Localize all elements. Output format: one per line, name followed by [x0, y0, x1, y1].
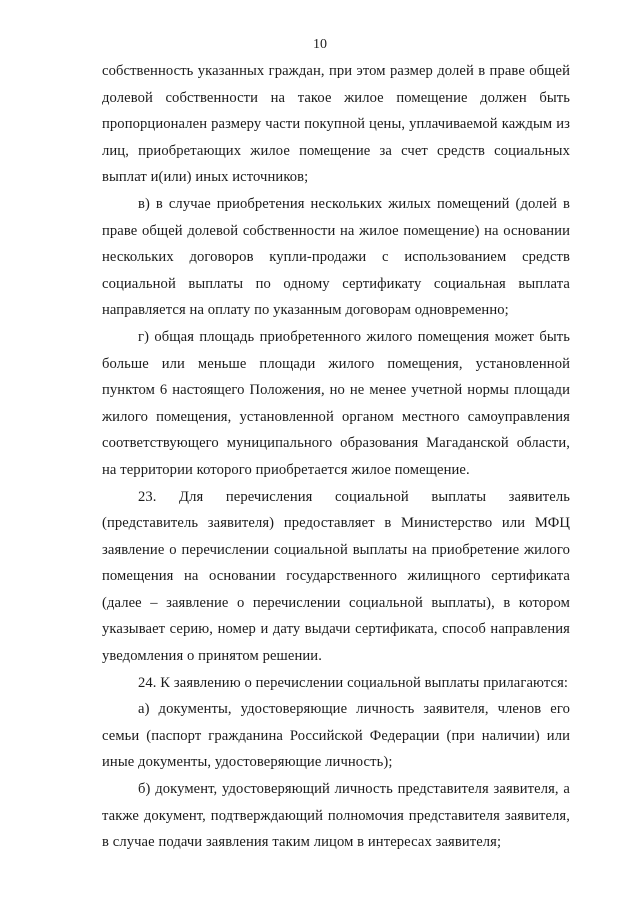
paragraph-clause-23: 23. Для перечисления социальной выплаты заявитель (представитель заявителя) предоставляет в Министерство или МФЦ заявление о перечислении социальной выплаты на приобретение жилого помещения на основании государственного жилищного сертификата (далее – заявление о перечислении социальной выплаты), в котором указывает серию, номер и дату выдачи сертификата, способ направления уведомления о принятом решении.: [102, 488, 570, 665]
page-number: 10: [313, 37, 327, 52]
paragraph-item-a: а) документы, удостоверяющие личность заявителя, членов его семьи (паспорт гражданина Российской Федерации (при наличии) или иные документы, удостоверяющие личность);: [102, 701, 570, 771]
paragraph-clause-24: 24. К заявлению о перечислении социальной выплаты прилагаются:: [138, 674, 569, 691]
document-body: [102, 58, 570, 856]
paragraph-continuation: собственность указанных граждан, при этом размер долей в праве общей долевой собственности на такое жилое помещение должен быть пропорционален размеру части покупной цены, уплачиваемой каждым из лиц, приобретающих жилое помещение за счет средств социальных выплат и(или) иных источников;: [102, 63, 570, 186]
paragraph-item-g: г) общая площадь приобретенного жилого помещения может быть больше или меньше площади жилого помещения, установленной пунктом 6 настоящего Положения, но не менее учетной нормы площади жилого помещения, установленной органом местного самоуправления соответствующего муниципального образования Магаданской области, на территории которого приобретается жилое помещение.: [102, 328, 570, 478]
paragraph-item-v: в) в случае приобретения нескольких жилых помещений (долей в праве общей долевой собственности на жилое помещение) на основании нескольких договоров купли-продажи с использованием средств социальной выплаты по одному сертификату социальная выплата направляется на оплату по указанным договорам одновременно;: [102, 195, 570, 319]
paragraph-item-b: б) документ, удостоверяющий личность представителя заявителя, а также документ, подтверждающий полномочия представителя заявителя, в случае подачи заявления таким лицом в интересах заявителя;: [102, 781, 570, 851]
